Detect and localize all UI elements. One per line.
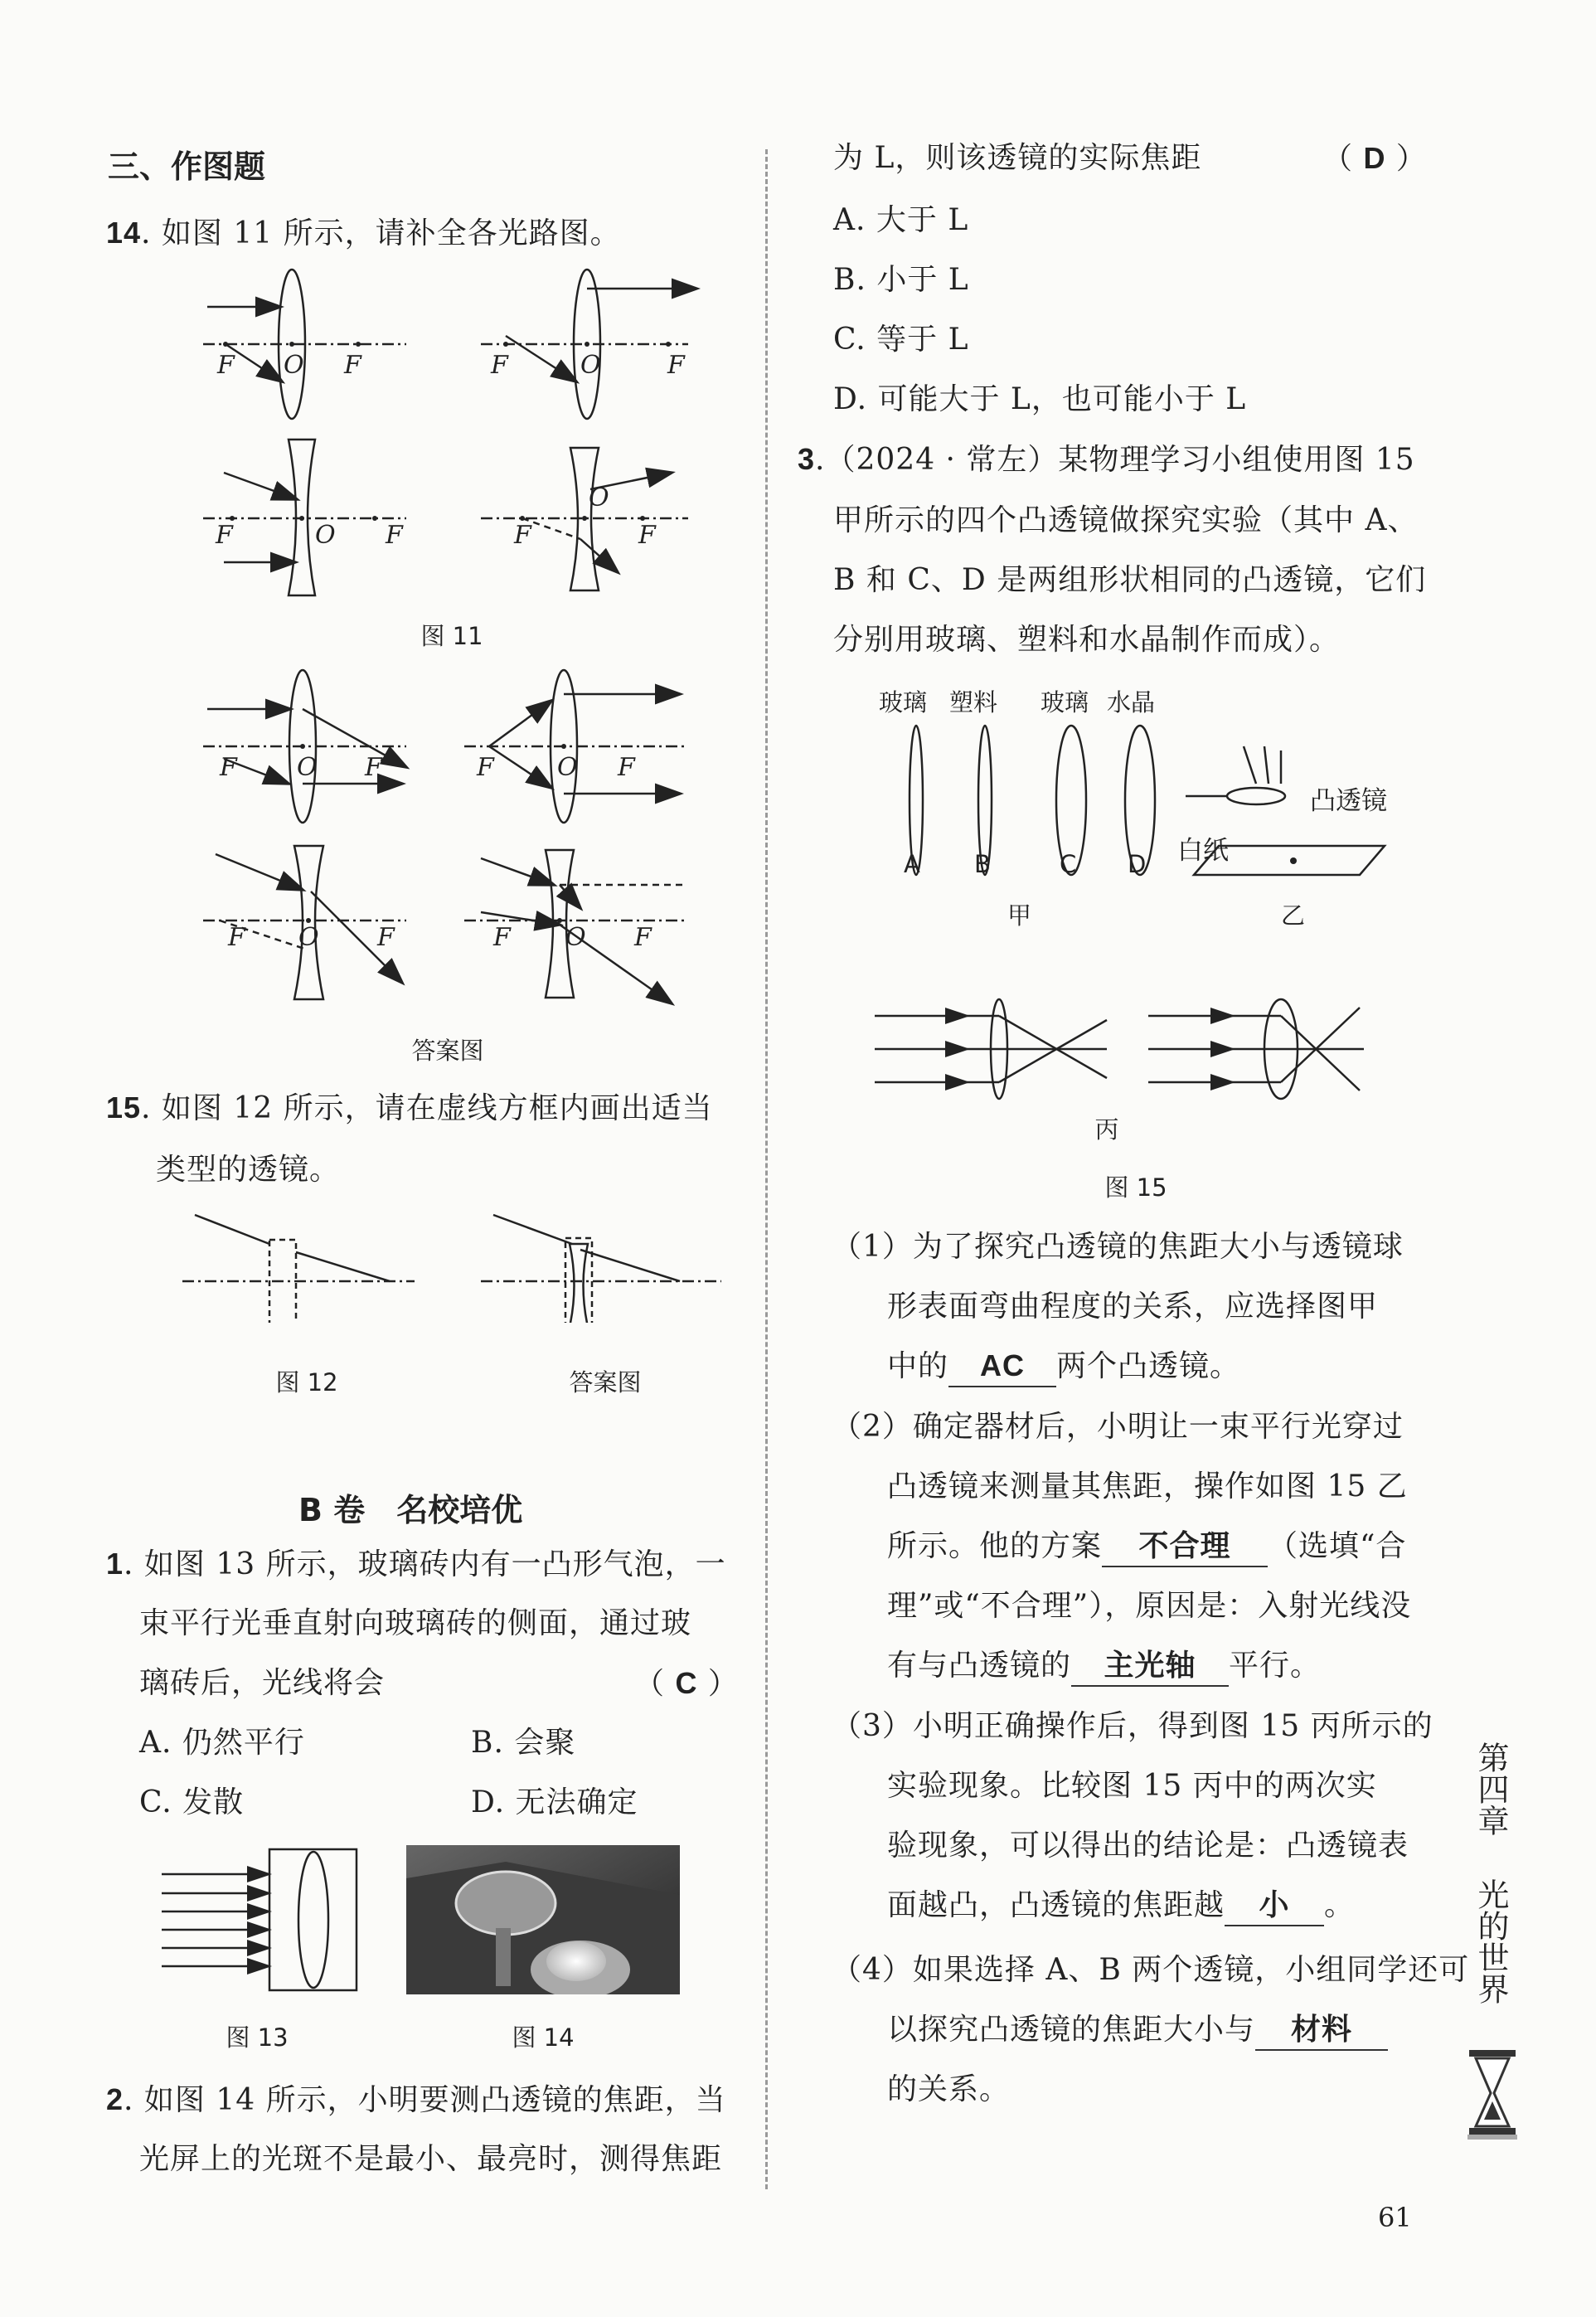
b2-line1 bbox=[106, 2070, 726, 2130]
b3-p1-line3 bbox=[887, 1337, 1240, 1397]
chapter-title: 光的世界 bbox=[1472, 1878, 1509, 2004]
b2-answer-bracket: （ D ） bbox=[1322, 141, 1427, 176]
svg-text:F: F bbox=[220, 753, 237, 782]
b1-line3: 璃砖后，光线将会 bbox=[139, 1666, 386, 1700]
b1-line2: 束平行光垂直射向玻璃砖的侧面，通过玻 bbox=[139, 1606, 692, 1640]
page-number: 61 bbox=[1378, 2202, 1412, 2233]
fig14-caption: 图 14 bbox=[512, 2023, 575, 2052]
sidebar-chapter bbox=[1467, 1741, 1514, 1836]
b3-p3-line2: 实验现象。比较图 15 丙中的两次实 bbox=[887, 1769, 1377, 1803]
b3-p3-line4 bbox=[887, 1876, 1355, 1936]
part-b-title: B 卷 名校培优 bbox=[298, 1492, 523, 1528]
b3-p2-answer-2: 主光轴 bbox=[1071, 1645, 1229, 1687]
q14-number: 14 bbox=[106, 216, 142, 250]
figure-13 bbox=[158, 1845, 361, 1994]
b3-p4-text-a: 以探究凸透镜的焦距大小与 bbox=[887, 2013, 1256, 2047]
label-jia: 甲 bbox=[1007, 901, 1032, 930]
q14-stem: . 如图 11 所示，请补全各光路图。 bbox=[141, 216, 621, 250]
svg-text:F: F bbox=[514, 521, 531, 550]
svg-text:O: O bbox=[315, 521, 336, 550]
svg-text:F: F bbox=[386, 521, 403, 550]
q14-answer-figure bbox=[191, 668, 713, 1008]
svg-text:F: F bbox=[638, 521, 656, 550]
svg-text:F: F bbox=[365, 753, 382, 782]
section-title: 三、作图题 bbox=[108, 148, 266, 185]
label-bing: 丙 bbox=[1094, 1115, 1119, 1144]
q15-line1: . 如图 12 所示，请在虚线方框内画出适当 bbox=[141, 1091, 713, 1125]
b3-p4-line3: 的关系。 bbox=[887, 2072, 1011, 2106]
label-convex-lens: 凸透镜 bbox=[1310, 786, 1387, 816]
q15-line2: 类型的透镜。 bbox=[156, 1153, 341, 1187]
chapter-label: 第四章 bbox=[1472, 1741, 1509, 1836]
fig15-caption: 图 15 bbox=[1104, 1173, 1167, 1202]
svg-text:O: O bbox=[565, 923, 586, 952]
svg-text:F: F bbox=[493, 923, 511, 952]
fig12-caption: 图 12 bbox=[275, 1368, 338, 1397]
b3-stem: .（2024 · 常左）某物理学习小组使用图 15 bbox=[815, 443, 1415, 477]
fig13-caption: 图 13 bbox=[226, 2023, 289, 2052]
svg-text:O: O bbox=[557, 753, 578, 782]
q14-text bbox=[106, 203, 621, 264]
label-glass-2: 玻璃 bbox=[1041, 688, 1089, 716]
b1-number: 1 bbox=[106, 1547, 124, 1581]
b3-line3: B 和 C、D 是两组形状相同的凸透镜，它们 bbox=[833, 563, 1427, 597]
b1-option-a: A. 仍然平行 bbox=[139, 1726, 305, 1760]
b1-answer: C bbox=[675, 1666, 698, 1700]
b3-number: 3 bbox=[798, 442, 816, 476]
label-a: A bbox=[904, 850, 920, 878]
svg-text:F: F bbox=[477, 753, 494, 782]
q14-answer-caption: 答案图 bbox=[411, 1037, 484, 1065]
b1-stem: . 如图 13 所示，玻璃砖内有一凸形气泡，一 bbox=[124, 1547, 726, 1581]
b2-line3: 为 L，则该透镜的实际焦距 bbox=[833, 141, 1202, 175]
label-c: C bbox=[1060, 850, 1077, 878]
label-white-paper: 白纸 bbox=[1177, 836, 1229, 866]
figure-15-top bbox=[879, 680, 1443, 929]
b2-line2: 光屏上的光斑不是最小、最亮时，测得焦距 bbox=[139, 2142, 723, 2176]
b3-p2-text-b: （选填“合 bbox=[1268, 1529, 1407, 1563]
figure-12 bbox=[182, 1207, 721, 1323]
label-plastic: 塑料 bbox=[949, 688, 998, 716]
svg-text:F: F bbox=[228, 923, 245, 952]
svg-text:O: O bbox=[580, 351, 601, 380]
b3-line2: 甲所示的四个凸透镜做探究实验（其中 A、 bbox=[833, 503, 1419, 537]
b3-p2-line4: 理”或“不合理”），原因是：入射光线没 bbox=[887, 1589, 1412, 1623]
b3-p2-text-a: 所示。他的方案 bbox=[887, 1529, 1103, 1563]
b3-p2-text-c: 有与凸透镜的 bbox=[887, 1649, 1072, 1683]
b3-p3-text-b: 。 bbox=[1324, 1888, 1356, 1922]
figure-11 bbox=[191, 265, 713, 597]
b3-p2-answer-1: 不合理 bbox=[1102, 1526, 1268, 1567]
svg-text:F: F bbox=[377, 923, 395, 952]
q15-number: 15 bbox=[106, 1090, 142, 1124]
b3-p1-answer: AC bbox=[948, 1346, 1056, 1387]
b2-option-d: D. 可能大于 L，也可能小于 L bbox=[833, 382, 1247, 416]
b1-answer-bracket: （ C ） bbox=[634, 1666, 739, 1701]
svg-text:F: F bbox=[216, 521, 233, 550]
b2-option-b: B. 小于 L bbox=[833, 263, 969, 297]
svg-text:O: O bbox=[284, 351, 304, 380]
b3-line1 bbox=[798, 430, 1415, 490]
svg-text:F: F bbox=[618, 753, 635, 782]
b3-p2-line2: 凸透镜来测量其焦距，操作如图 15 乙 bbox=[887, 1469, 1408, 1503]
b3-p2-line3 bbox=[887, 1517, 1406, 1576]
b2-stem: . 如图 14 所示，小明要测凸透镜的焦距，当 bbox=[124, 2083, 726, 2117]
b3-p4-line1: （4）如果选择 A、B 两个透镜，小组同学还可 bbox=[832, 1953, 1470, 1987]
svg-text:O: O bbox=[589, 483, 609, 512]
b2-option-c: C. 等于 L bbox=[833, 323, 969, 357]
svg-text:F: F bbox=[634, 923, 652, 952]
label-f: F bbox=[217, 351, 235, 380]
svg-text:F: F bbox=[344, 351, 361, 380]
b2-option-a: A. 大于 L bbox=[833, 203, 969, 237]
b3-p2-text-d: 平行。 bbox=[1229, 1649, 1322, 1683]
b3-p2-line1: （2）确定器材后，小明让一束平行光穿过 bbox=[832, 1410, 1404, 1444]
svg-text:O: O bbox=[298, 923, 319, 952]
label-b: B bbox=[974, 850, 991, 878]
convex-lens-yi bbox=[1227, 788, 1285, 804]
b2-answer: D bbox=[1363, 141, 1386, 175]
b3-p1-text-b: 两个凸透镜。 bbox=[1056, 1349, 1241, 1383]
b1-option-c: C. 发散 bbox=[139, 1785, 245, 1819]
label-yi: 乙 bbox=[1281, 901, 1306, 930]
b3-p2-line5 bbox=[887, 1636, 1321, 1696]
b3-p1-line2: 形表面弯曲程度的关系，应选择图甲 bbox=[887, 1290, 1379, 1324]
svg-text:F: F bbox=[491, 351, 508, 380]
b3-p3-line1: （3）小明正确操作后，得到图 15 丙所示的 bbox=[832, 1709, 1433, 1743]
b3-p3-text-a: 面越凸，凸透镜的焦距越 bbox=[887, 1888, 1225, 1922]
b3-p4-line2 bbox=[887, 2000, 1388, 2060]
column-divider bbox=[765, 149, 768, 2189]
b1-line1 bbox=[106, 1534, 726, 1595]
b2-number: 2 bbox=[106, 2082, 124, 2116]
label-glass-1: 玻璃 bbox=[879, 688, 928, 716]
q15-text bbox=[106, 1078, 713, 1139]
b3-p3-line3: 验现象，可以得出的结论是：凸透镜表 bbox=[887, 1829, 1409, 1863]
hourglass-icon bbox=[1467, 2048, 1517, 2140]
b3-p1-line1: （1）为了探究凸透镜的焦距大小与透镜球 bbox=[832, 1230, 1404, 1264]
svg-text:O: O bbox=[297, 753, 318, 782]
q15-answer-caption: 答案图 bbox=[569, 1368, 642, 1397]
b1-option-d: D. 无法确定 bbox=[471, 1785, 638, 1819]
b3-line4: 分别用玻璃、塑料和水晶制作而成）。 bbox=[833, 623, 1341, 657]
figure-14-photo bbox=[406, 1845, 680, 1994]
svg-text:F: F bbox=[667, 351, 685, 380]
b3-p3-answer: 小 bbox=[1225, 1885, 1324, 1926]
sidebar-title bbox=[1467, 1878, 1514, 2004]
label-crystal: 水晶 bbox=[1107, 688, 1156, 716]
b1-option-b: B. 会聚 bbox=[471, 1726, 576, 1760]
b3-p4-answer: 材料 bbox=[1255, 2009, 1388, 2051]
label-d: D bbox=[1128, 850, 1147, 878]
fig11-caption: 图 11 bbox=[420, 622, 483, 650]
figure-15-bing bbox=[866, 995, 1380, 1111]
b3-p1-text-a: 中的 bbox=[887, 1349, 949, 1383]
